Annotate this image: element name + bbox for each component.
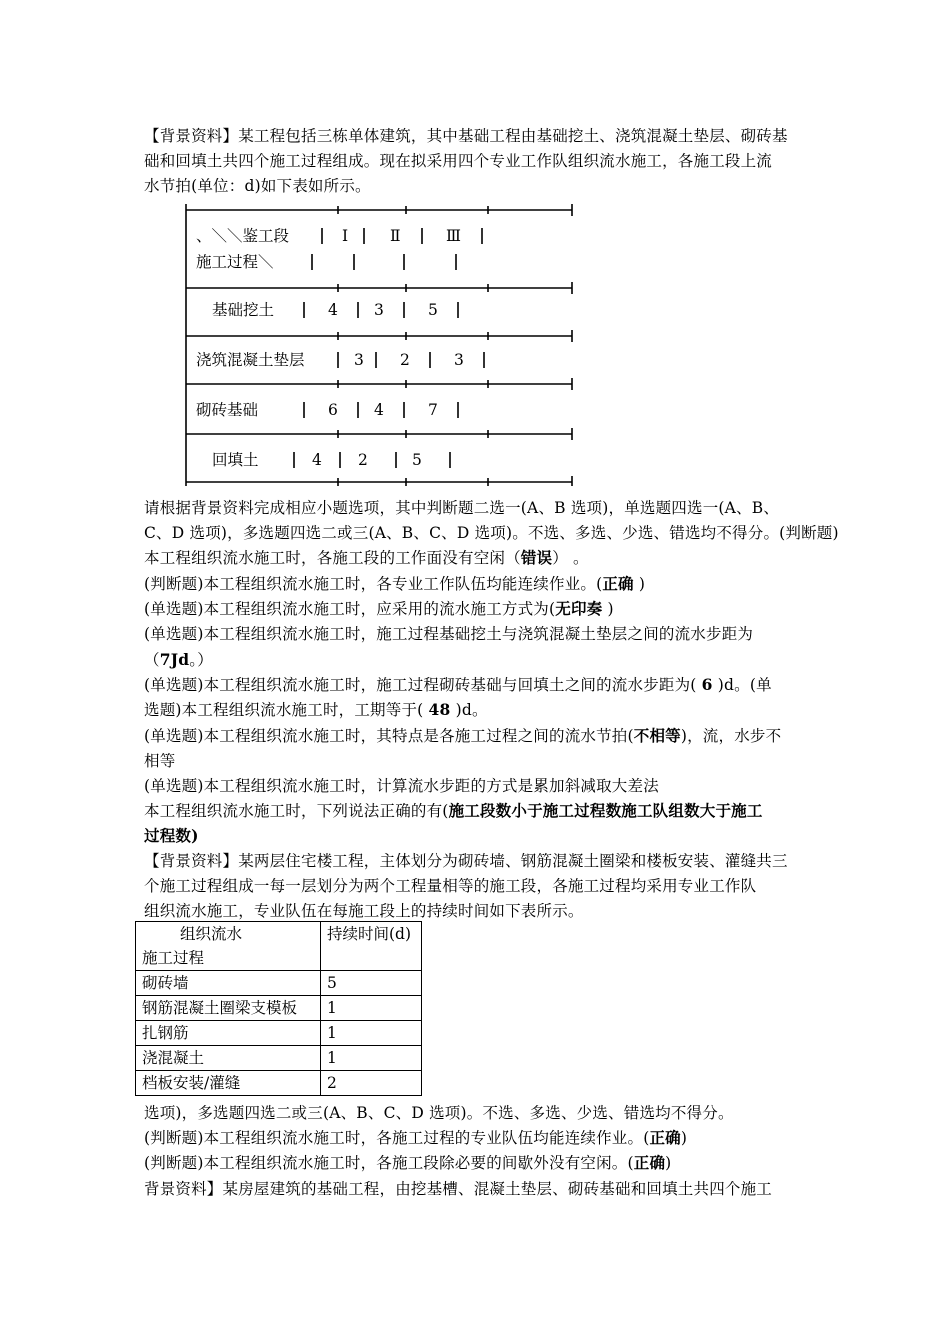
question-6: 选题)本工程组织流水施工时，工期等于( 48 )d。 xyxy=(144,700,488,719)
question-9: 本工程组织流水施工时，下列说法正确的有(施工段数小于施工过程数施工队组数大于施工 xyxy=(144,801,763,820)
row-name: 砌砖墙 xyxy=(136,971,321,996)
question-5: (单选题)本工程组织流水施工时，施工过程砌砖基础与回填土之间的流水步距为( 6 )d。(单 xyxy=(144,675,772,694)
row-value: 3 xyxy=(374,301,384,319)
table-row xyxy=(136,1021,422,1046)
answer: 正确 xyxy=(602,574,634,593)
intro-line-3: 水节拍(单位：d)如下表如所示。 xyxy=(144,177,371,195)
row-name: 浇混凝土 xyxy=(136,1046,321,1071)
row-process: 浇筑混凝土垫层 xyxy=(196,351,305,369)
answer: 错误 xyxy=(520,548,553,567)
answer: 施工段数小于施工过程数施工队组数大于施工 xyxy=(448,801,763,820)
row-value: 5 xyxy=(412,451,422,469)
row-value: 4 xyxy=(312,451,322,469)
row-value: 2 xyxy=(321,1071,422,1096)
header-section-3: Ⅲ xyxy=(446,227,461,245)
answer: 48 xyxy=(428,700,451,719)
table-row xyxy=(136,971,422,996)
question-2: (判断题)本工程组织流水施工时，各专业工作队伍均能连续作业。(正确 ) xyxy=(144,574,646,593)
row-name: 扎钢筋 xyxy=(136,1021,321,1046)
answer: 不相等 xyxy=(633,726,681,745)
table-row xyxy=(136,996,422,1021)
tail-question-1: (判断题)本工程组织流水施工时，各施工过程的专业队伍均能连续作业。(正确) xyxy=(144,1128,688,1147)
answer: 无印奏 xyxy=(555,599,603,618)
answer: 6 xyxy=(701,675,713,694)
bg2-line-3: 组织流水施工，专业队伍在每施工段上的持续时间如下表所示。 xyxy=(144,902,584,920)
tail-line-4: 背景资料】某房屋建筑的基础工程，由挖基槽、混凝土垫层、砌砖基础和回填土共四个施工 xyxy=(144,1180,773,1198)
row-value: 4 xyxy=(374,401,384,419)
row-value: 1 xyxy=(321,996,422,1021)
question-4: (单选题)本工程组织流水施工时，施工过程基础挖土与浇筑混凝土垫层之间的流水步距为 xyxy=(144,625,754,643)
question-4-answer: （7Jd。） xyxy=(144,650,213,669)
question-9-cont xyxy=(144,824,199,848)
question-7-cont: 相等 xyxy=(144,752,176,770)
table-row xyxy=(136,1071,422,1096)
row-process: 回填土 xyxy=(212,451,259,469)
header-duration: 持续时间(d) xyxy=(321,922,422,971)
bg2-line-1: 【背景资料】某两层住宅楼工程，主体划分为砌砖墙、钢筋混凝土圈梁和楼板安装、灌缝共三 xyxy=(144,852,788,870)
row-value: 2 xyxy=(358,451,368,469)
row-name: 档板安装/灌缝 xyxy=(136,1071,321,1096)
header-section-1: Ⅰ xyxy=(342,227,349,245)
tail-line-1: 选项)，多选题四选二或三(A、B、C、D 选项)。不选、多选、少选、错选均不得分。 xyxy=(144,1104,734,1122)
intro-line-1 xyxy=(144,124,788,148)
bg2-line-2: 个施工过程组成一每一层划分为两个工程量相等的施工段，各施工过程均采用专业工作队 xyxy=(144,877,757,895)
row-value: 4 xyxy=(328,301,338,319)
instructions-line-1: 请根据背景资料完成相应小题选项，其中判断题二选一(A、B 选项)，单选题四选一(A、B、 xyxy=(144,499,780,517)
row-value: 1 xyxy=(321,1046,422,1071)
row-process: 砌砖基础 xyxy=(196,401,259,419)
answer: 正确 xyxy=(649,1128,681,1147)
intro-line-2: 础和回填土共四个施工过程组成。现在拟采用四个专业工作队组织流水施工，各施工段上流 xyxy=(144,152,773,170)
tail-question-2: (判断题)本工程组织流水施工时，各施工段除必要的间歇外没有空闲。(正确) xyxy=(144,1153,672,1172)
header-process-label: 施工过程＼ xyxy=(196,253,274,271)
row-value: 2 xyxy=(400,351,410,369)
table-header-row xyxy=(136,922,422,971)
row-value: 5 xyxy=(428,301,438,319)
instructions-line-2: C、D 选项)，多选题四选二或三(A、B、C、D 选项)。不选、多选、少选、错选均不得分。(判断题) xyxy=(144,524,839,542)
row-value: 3 xyxy=(454,351,464,369)
header-section-label: 、＼＼鉴工段 xyxy=(196,227,290,245)
answer: 正确 xyxy=(633,1153,666,1172)
intro-text: 某工程包括三栋单体建筑，其中基础工程由基础挖土、浇筑混凝土垫层、砌砖基 xyxy=(238,127,788,145)
row-value: 6 xyxy=(328,401,338,419)
question-3: (单选题)本工程组织流水施工时，应采用的流水施工方式为(无印奏 ) xyxy=(144,599,614,618)
question-1: 本工程组织流水施工时，各施工段的工作面没有空闲（错误） 。 xyxy=(144,548,589,567)
question-7: (单选题)本工程组织流水施工时，其特点是各施工过程之间的流水节拍(不相等)，流，水步不 xyxy=(144,726,782,745)
row-value: 3 xyxy=(354,351,364,369)
row-value: 5 xyxy=(321,971,422,996)
header-line-2: 施工过程 xyxy=(142,949,205,967)
question-8: (单选题)本工程组织流水施工时，计算流水步距的方式是累加斜减取大差法 xyxy=(144,777,659,795)
answer: 过程数) xyxy=(144,826,199,845)
flow-beat-table xyxy=(182,202,577,488)
row-value: 7 xyxy=(428,401,438,419)
duration-table xyxy=(135,921,422,1096)
header-process xyxy=(136,922,321,971)
header-line-1: 组织流水 xyxy=(180,925,243,943)
row-name: 钢筋混凝土圈梁支模板 xyxy=(136,996,321,1021)
row-value: 1 xyxy=(321,1021,422,1046)
header-section-2: Ⅱ xyxy=(390,227,401,245)
table-row xyxy=(136,1046,422,1071)
answer: 7Jd xyxy=(159,650,190,669)
bracket-label: 【背景资料】 xyxy=(144,127,239,145)
row-process: 基础挖土 xyxy=(212,301,275,319)
